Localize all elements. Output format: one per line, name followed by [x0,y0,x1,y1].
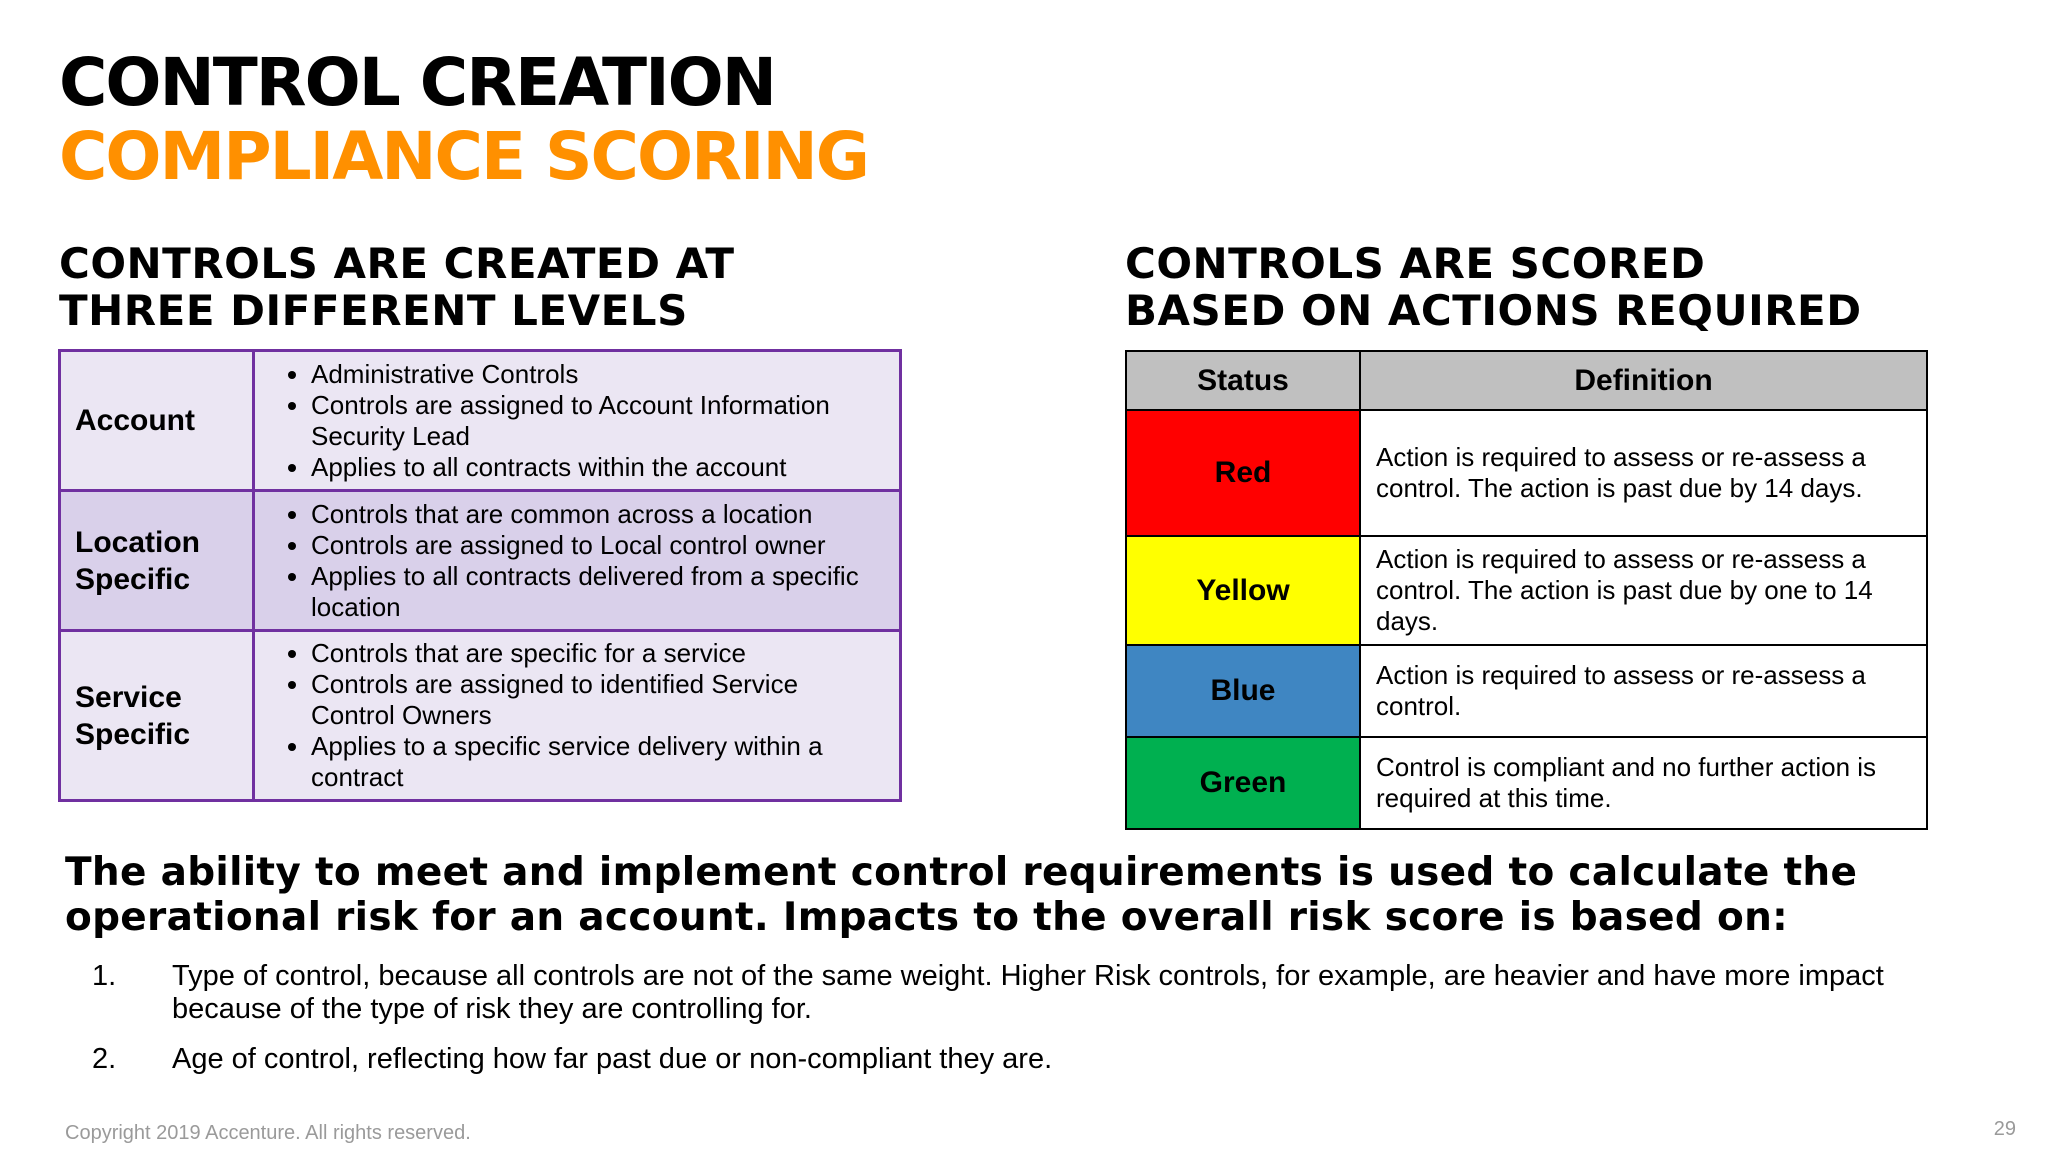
page-number: 29 [1993,1118,2016,1140]
status-header-row [1126,351,1927,410]
list-item [92,960,1892,1026]
list-text: Type of control, because all controls are not of the same weight. Higher Risk controls, for example, are heavier and have more impact because of the type of risk they are controlling for. [172,960,1884,1025]
levels-heading-line: CONTROLS ARE CREATED AT [59,239,735,288]
definition-cell: Action is required to assess or re-assess a control. The action is past due by one to 14 days. [1360,536,1927,645]
bullet-item: • Controls are assigned to identified Service Control Owners [311,669,889,731]
level-description [254,491,901,631]
list-number: 2. [92,1043,117,1075]
bullet-item: • Controls that are specific for a service [311,638,889,669]
level-description [254,631,901,801]
bullet-item: • Controls are assigned to Local control owner [311,530,889,561]
copyright-footer: Copyright 2019 Accenture. All rights reserved. [65,1122,471,1144]
definition-cell: Action is required to assess or re-assess a control. The action is past due by 14 days. [1360,410,1927,536]
summary-line: operational risk for an account. Impacts to the overall risk score is based on: [65,895,1789,940]
scoring-heading-line: BASED ON ACTIONS REQUIRED [1125,286,1862,335]
status-cell: Blue [1126,645,1360,737]
page-subtitle: COMPLIANCE SCORING [59,118,868,195]
status-column-header: Status [1126,351,1360,410]
status-row [1126,737,1927,829]
status-cell: Yellow [1126,536,1360,645]
status-cell: Green [1126,737,1360,829]
definition-column-header: Definition [1360,351,1927,410]
bullet-item: • Applies to all contracts delivered from a specific location [311,561,889,623]
summary-text [65,850,1857,940]
page-title: CONTROL CREATION [59,44,775,121]
level-row [60,491,901,631]
level-name: Service Specific [60,631,254,801]
list-item [92,1043,1892,1076]
scoring-heading-line: CONTROLS ARE SCORED [1125,239,1706,288]
level-row [60,631,901,801]
list-number: 1. [92,960,117,992]
level-name: Account [60,351,254,491]
levels-heading [59,240,734,334]
impact-list [92,960,1892,1093]
level-name: Location Specific [60,491,254,631]
definition-cell: Action is required to assess or re-assess a control. [1360,645,1927,737]
status-row [1126,645,1927,737]
bullet-item: • Applies to all contracts within the account [311,452,889,483]
level-bullets [273,499,889,623]
level-row [60,351,901,491]
status-row [1126,536,1927,645]
scoring-heading [1125,240,1862,334]
definition-cell: Control is compliant and no further action is required at this time. [1360,737,1927,829]
level-bullets [273,638,889,793]
levels-table [58,349,902,802]
summary-line: The ability to meet and implement control requirements is used to calculate the [65,850,1858,895]
levels-heading-line: THREE DIFFERENT LEVELS [59,286,688,335]
bullet-item: • Administrative Controls [311,359,889,390]
status-row [1126,410,1927,536]
level-description [254,351,901,491]
status-table [1125,350,1928,830]
list-text: Age of control, reflecting how far past due or non-compliant they are. [172,1043,1053,1075]
level-bullets [273,359,889,483]
bullet-item: • Applies to a specific service delivery within a contract [311,731,889,793]
bullet-item: • Controls are assigned to Account Information Security Lead [311,390,889,452]
status-cell: Red [1126,410,1360,536]
bullet-item: • Controls that are common across a location [311,499,889,530]
